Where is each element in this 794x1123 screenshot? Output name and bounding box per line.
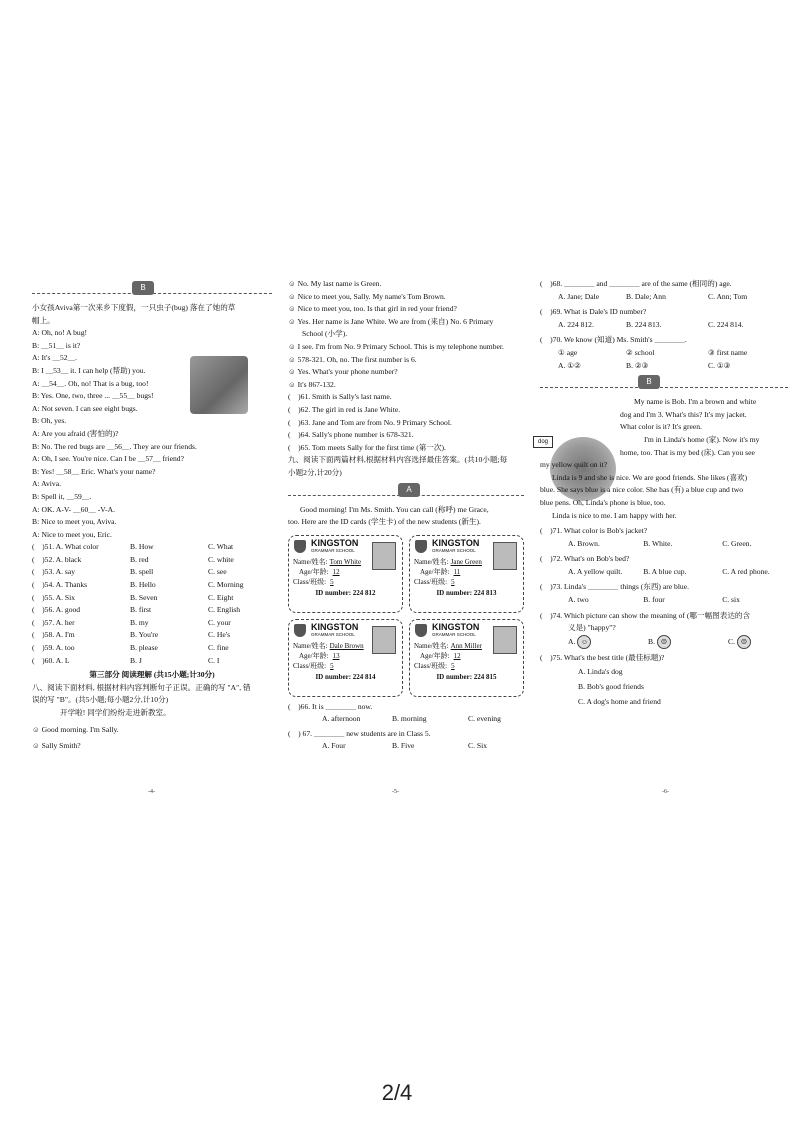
student-class: 5	[451, 577, 455, 586]
student-age: 12	[332, 567, 340, 576]
class-label: Class/班级:	[414, 577, 448, 586]
card-class-row	[293, 661, 398, 671]
passage-line: blue. She says blue is a nice color. She has (有) a blue cup and two	[540, 485, 744, 495]
id-card	[288, 535, 403, 613]
passage-line: home, too. That is my bed (床). Can you see	[620, 447, 755, 457]
option: A. Linda's dog	[578, 667, 623, 677]
dialogue-line: A: Nice to meet you, Eric.	[32, 529, 112, 539]
true-false-list	[288, 391, 524, 454]
conversation-text: 578-321. Oh, no. The first number is 6.	[297, 354, 417, 364]
person-icon: ☺	[32, 724, 42, 734]
conversation-text: Nice to meet you, too. Is that girl in red your friend?	[297, 304, 457, 314]
option: B. White.	[643, 538, 673, 548]
face-icon: ☹	[657, 635, 671, 649]
student-photo	[493, 626, 517, 654]
question: ( )73. Linda's ＿＿＿＿ things (东西) are blue.	[540, 582, 689, 592]
passage-line: What color is it? It's green.	[620, 422, 702, 432]
item: ① age	[558, 347, 578, 357]
speaker-icon: ☺	[288, 279, 298, 288]
part8-line: ☺ Good morning. I'm Sally.	[32, 724, 119, 734]
intro-line: 小女孩Aviva第一次来乡下度假，一只虫子(bug) 落在了她的草	[32, 303, 236, 312]
dialogue-line: B: Nice to meet you, Aviva.	[32, 517, 117, 527]
option-b: B. first	[130, 605, 152, 615]
page-number-6: -6-	[662, 789, 669, 795]
conversation-text: Yes. Her name is Jane White. We are from (来自) No. 6 Primary	[297, 316, 494, 326]
conversation-line	[288, 379, 524, 392]
option: B. ②③	[626, 360, 649, 370]
conversation-text: Nice to meet you, Sally. My name's Tom Brown.	[297, 291, 446, 301]
option-c: C. white	[208, 554, 234, 564]
question-69: ( )69. What is Dale's ID number?	[540, 307, 647, 317]
option	[648, 635, 728, 649]
option: C. six	[722, 595, 740, 605]
part8-instr: 误的写 "B"。(共5小题;每小题2分,计10分)	[32, 695, 169, 705]
question: 义是) "happy"?	[568, 623, 616, 633]
person-icon: ☺	[32, 741, 42, 751]
student-id: ID number: 224 812	[315, 588, 376, 597]
conversation-line	[288, 366, 524, 379]
page-4-column	[32, 278, 272, 753]
option-b: B. my	[130, 617, 149, 627]
section-b-badge: B	[132, 281, 154, 295]
option: C. 224 814.	[708, 319, 744, 329]
speaker-icon: ☺	[288, 304, 298, 314]
option: A. afternoon	[322, 714, 361, 724]
option-q: ( )59. A. too	[32, 643, 75, 653]
dialogue	[32, 327, 272, 541]
student-name: Jane Green	[450, 557, 482, 566]
question: ( )75. What's the best title (最佳标题)?	[540, 652, 665, 662]
student-id: ID number: 224 815	[436, 672, 497, 681]
speaker-icon: ☺	[288, 316, 298, 326]
conversation-line	[288, 278, 524, 291]
name-label: Name/姓名:	[293, 641, 328, 650]
option-b: B. red	[130, 554, 149, 564]
option: B. 224 813.	[626, 319, 662, 329]
dialogue-line: B: Yes! ＿58＿ Eric. What's your name?	[32, 466, 156, 476]
school-crest-icon	[294, 624, 306, 637]
school-crest-icon	[415, 540, 427, 553]
option-b: B. How	[130, 542, 154, 552]
dialogue-line: A: ＿54＿. Oh, no! That is a bug, too!	[32, 378, 149, 388]
option-b: B. please	[130, 643, 158, 653]
section-b-header	[32, 278, 272, 302]
dialogue-line: B: ＿51＿ is it?	[32, 340, 81, 350]
speaker-icon: ☺	[288, 354, 298, 364]
passage-line: Good morning! I'm Ms. Smith. You can call (称呼) me Grace,	[300, 504, 489, 514]
option-row	[32, 629, 272, 642]
age-label: Age/年龄:	[420, 651, 450, 660]
q67-options	[288, 740, 524, 753]
option: A. Brown.	[568, 538, 600, 548]
student-photo	[372, 626, 396, 654]
age-label: Age/年龄:	[420, 567, 450, 576]
option-q: ( )55. A. Six	[32, 592, 76, 602]
passage-line: My name is Bob. I'm a brown and white	[634, 397, 757, 407]
question: ( )74. Which picture can show the meaning of (哪一幅图表达的含	[540, 610, 751, 620]
option	[728, 635, 788, 649]
option-row	[32, 566, 272, 579]
option: A. 224 812.	[558, 319, 594, 329]
question-68: ( )68. ＿＿＿＿ and ＿＿＿＿ are of the same (相同的) age.	[540, 279, 732, 288]
section-a-badge: A	[398, 483, 420, 497]
option: A. A yellow quilt.	[568, 566, 623, 576]
option-c: C. What	[208, 542, 234, 552]
student-id: ID number: 224 813	[436, 588, 497, 597]
passage-line: dog and I'm 3. What's this? It's my jacket.	[620, 409, 747, 419]
school-name: KINGSTON	[432, 621, 480, 632]
age-label: Age/年龄:	[299, 651, 329, 660]
option-row	[32, 604, 272, 617]
dialogue-line: B: Yes. One, two, three ... ＿55＿ bugs!	[32, 391, 154, 401]
passage-top	[540, 396, 788, 459]
tf-statement: ( )61. Smith is Sally's last name.	[288, 392, 392, 402]
option-q: ( )56. A. good	[32, 605, 81, 615]
option-q: ( )54. A. Thanks	[32, 580, 88, 590]
dialogue-line: A: Not seven. I can see eight bugs.	[32, 403, 138, 413]
option: A. Jane; Dale	[558, 291, 600, 301]
option: A. two	[568, 595, 589, 605]
conversation-line	[288, 354, 524, 367]
option-row	[32, 541, 272, 554]
dialogue-line: B: Oh, yes.	[32, 416, 67, 426]
dialogue-line: A: It's ＿52＿.	[32, 353, 78, 363]
name-label: Name/姓名:	[293, 557, 328, 566]
option-c: C. Morning	[208, 580, 244, 590]
speaker-icon: ☺	[288, 341, 298, 351]
name-label: Name/姓名:	[414, 641, 449, 650]
student-age: 13	[332, 651, 340, 660]
student-class: 5	[330, 577, 334, 586]
question-options	[540, 594, 788, 607]
q68-options	[540, 291, 788, 304]
option: C. Ann; Tom	[708, 291, 748, 301]
q70-options	[540, 360, 788, 373]
option: C. ①③	[708, 360, 731, 370]
conversation-text: I see. I'm from No. 9 Primary School. This is my telephone number.	[297, 341, 504, 351]
speaker-icon: ☺	[288, 379, 298, 389]
id-card	[409, 619, 524, 697]
page-6-column	[540, 278, 788, 708]
option-row	[32, 592, 272, 605]
option: A. Four	[322, 741, 346, 751]
option-b: B. spell	[130, 567, 154, 577]
card-class-row	[414, 661, 519, 671]
option: B. Dale; Ann	[626, 291, 666, 301]
speaker-icon: ☺	[288, 367, 298, 377]
q70-items	[540, 347, 788, 360]
tf-statement: ( )62. The girl in red is Jane White.	[288, 404, 401, 414]
school-name: KINGSTON	[311, 621, 359, 632]
question: ( )72. What's on Bob's bed?	[540, 554, 630, 564]
option-label: C.	[728, 636, 735, 646]
school-crest-icon	[294, 540, 306, 553]
options-list	[32, 541, 272, 667]
part8-instr: 八、阅读下面材料, 根据材料内容判断句子正误。正确的写 "A", 错	[32, 682, 251, 692]
dialogue-line: A: Aviva.	[32, 479, 61, 489]
passage-line: my yellow quilt on it?	[540, 460, 608, 470]
page-indicator: 2/4	[381, 1080, 413, 1105]
student-class: 5	[451, 661, 455, 670]
part9-instr: 小题2分,计20分)	[288, 467, 342, 477]
age-label: Age/年龄:	[299, 567, 329, 576]
student-class: 5	[330, 661, 334, 670]
conversation	[288, 278, 524, 391]
question-66: ( )66. It is ＿＿＿＿ now.	[288, 701, 373, 711]
option-row	[32, 579, 272, 592]
option-b: B. Hello	[130, 580, 156, 590]
option: B. Five	[392, 741, 415, 751]
part9-instr: 九、阅读下面两篇材料,根据材料内容选择最佳答案。(共10小题;每	[288, 455, 508, 465]
conversation-text: No. My last name is Green.	[297, 279, 382, 288]
face-icon: ☺	[577, 635, 591, 649]
passage-line: too. Here are the ID cards (学生卡) of the new students (新生).	[288, 517, 481, 527]
conversation-line	[288, 291, 524, 304]
option-c: C. I	[208, 655, 220, 665]
question-options	[540, 566, 788, 579]
option-label: B.	[648, 636, 655, 646]
dog-tag: dog	[533, 436, 553, 448]
conversation-line	[288, 316, 524, 329]
intro	[32, 302, 272, 327]
tf-statement: ( )64. Sally's phone number is 678-321.	[288, 430, 414, 440]
school-name: KINGSTON	[311, 537, 359, 548]
option-q: ( )60. A. L	[32, 655, 70, 665]
class-label: Class/班级:	[414, 661, 448, 670]
option-c: C. English	[208, 605, 241, 615]
card-class-row	[293, 577, 398, 587]
option-label: A.	[568, 636, 576, 646]
student-name: Dale Brown	[329, 641, 364, 650]
dialogue-line: A: Are you afraid (害怕的)?	[32, 428, 119, 438]
passage-line: I'm in Linda's home (家). Now it's my	[644, 434, 760, 444]
option: B. four	[643, 595, 665, 605]
id-card	[288, 619, 403, 697]
school-crest-icon	[415, 624, 427, 637]
option-q: ( )58. A. I'm	[32, 630, 75, 640]
student-age: 11	[453, 567, 461, 576]
option-c: C. He's	[208, 630, 231, 640]
card-class-row	[414, 577, 519, 587]
option-row	[32, 642, 272, 655]
option: B. A blue cup.	[643, 566, 687, 576]
student-photo	[372, 542, 396, 570]
page-5-column	[288, 278, 524, 753]
section-a-header	[288, 480, 524, 504]
option-row	[32, 617, 272, 630]
part8-line: ☺ Sally Smith?	[32, 741, 81, 751]
question: ( )71. What color is Bob's jacket?	[540, 526, 648, 536]
item: ③ first name	[708, 347, 748, 357]
option-q: ( )52. A. black	[32, 554, 82, 564]
name-label: Name/姓名:	[414, 557, 449, 566]
page-number-5: -5-	[392, 789, 399, 795]
option: B. morning	[392, 714, 427, 724]
conversation-text: It's 867-132.	[297, 379, 336, 389]
intro-line: 帽上。	[32, 315, 55, 325]
option-q: ( )53. A. say	[32, 567, 76, 577]
option-c: C. your	[208, 617, 231, 627]
student-name: Ann Miller	[450, 641, 482, 650]
school-sub: GRAMMAR SCHOOL	[432, 631, 476, 637]
option-c: C. see	[208, 567, 227, 577]
conversation-line	[288, 328, 524, 341]
option-row	[32, 554, 272, 567]
school-sub: GRAMMAR SCHOOL	[311, 631, 355, 637]
conversation-text: School (小学).	[302, 329, 348, 339]
option	[568, 635, 648, 649]
page-number-4: -4-	[148, 789, 155, 795]
conversation-text: Yes. What's your phone number?	[297, 367, 398, 377]
option-q: ( )51. A. What color	[32, 542, 99, 552]
option: C. Green.	[722, 538, 752, 548]
q69-options	[540, 319, 788, 332]
section-b-badge-2: B	[638, 375, 660, 389]
dialogue-line: A: Oh, I see. You're nice. Can I be ＿57＿ friend?	[32, 454, 184, 464]
option-b: B. J	[130, 655, 142, 665]
question-options	[540, 538, 788, 551]
part8-intro: 开学啦! 同学们纷纷走进新教室。	[60, 708, 171, 717]
tf-statement: ( )65. Tom meets Sally for the first time (第一次).	[288, 442, 446, 452]
part3-title: 第三部分 阅读理解 (共15小题;计30分)	[89, 670, 215, 680]
dialogue-line: A: Oh, no! A bug!	[32, 328, 88, 338]
school-sub: GRAMMAR SCHOOL	[432, 547, 476, 553]
id-cards	[288, 535, 524, 697]
school-sub: GRAMMAR SCHOOL	[311, 547, 355, 553]
section-b-header-2	[540, 372, 788, 396]
option: C. evening	[468, 714, 501, 724]
dialogue-line: A: OK. A-V- ＿60＿ -V-A.	[32, 504, 115, 514]
conversation-line	[288, 303, 524, 316]
tf-statement: ( )63. Jane and Tom are from No. 9 Primary School.	[288, 417, 452, 427]
school-name: KINGSTON	[432, 537, 480, 548]
option: C. A dog's home and friend	[578, 696, 661, 706]
dialogue-line: B: No. The red bugs are ＿56＿. They are our friends.	[32, 441, 197, 451]
student-id: ID number: 224 814	[315, 672, 376, 681]
dialogue-line: B: Spell it, ＿59＿.	[32, 491, 92, 501]
questions-71-75	[540, 525, 788, 708]
option: B. Bob's good friends	[578, 682, 644, 692]
question-70: ( )70. We know (知道) Ms. Smith's ＿＿＿＿.	[540, 335, 687, 345]
option-row	[32, 655, 272, 668]
option: C. Six	[468, 741, 487, 751]
question-options	[540, 635, 788, 649]
class-label: Class/班级:	[293, 577, 327, 586]
option-c: C. Eight	[208, 592, 234, 602]
face-icon: ☹	[737, 635, 751, 649]
id-card	[409, 535, 524, 613]
option-b: B. You're	[130, 630, 159, 640]
passage-line: Linda is 9 and she is nice. We are good friends. She likes (喜欢)	[552, 472, 748, 482]
option-c: C. fine	[208, 643, 229, 653]
conversation-line	[288, 341, 524, 354]
passage-line: Linda is nice to me. I am happy with her.	[552, 510, 677, 520]
option-q: ( )57. A. her	[32, 617, 75, 627]
dialogue-line: B: I ＿53＿ it. I can help (帮助) you.	[32, 365, 146, 375]
option: A. ①②	[558, 360, 581, 370]
class-label: Class/班级:	[293, 661, 327, 670]
speaker-icon: ☺	[288, 291, 298, 301]
passage-line: blue pens. Oh, Linda's phone is blue, too.	[540, 497, 666, 507]
option-b: B. Seven	[130, 592, 158, 602]
student-age: 12	[453, 651, 461, 660]
student-name: Tom White	[329, 557, 362, 566]
question-67: ( ) 67. ＿＿＿＿ new students are in Class 5.	[288, 728, 431, 738]
item: ② school	[626, 347, 655, 357]
q66-options	[288, 713, 524, 726]
student-photo	[493, 542, 517, 570]
option: C. A red phone.	[722, 566, 770, 576]
